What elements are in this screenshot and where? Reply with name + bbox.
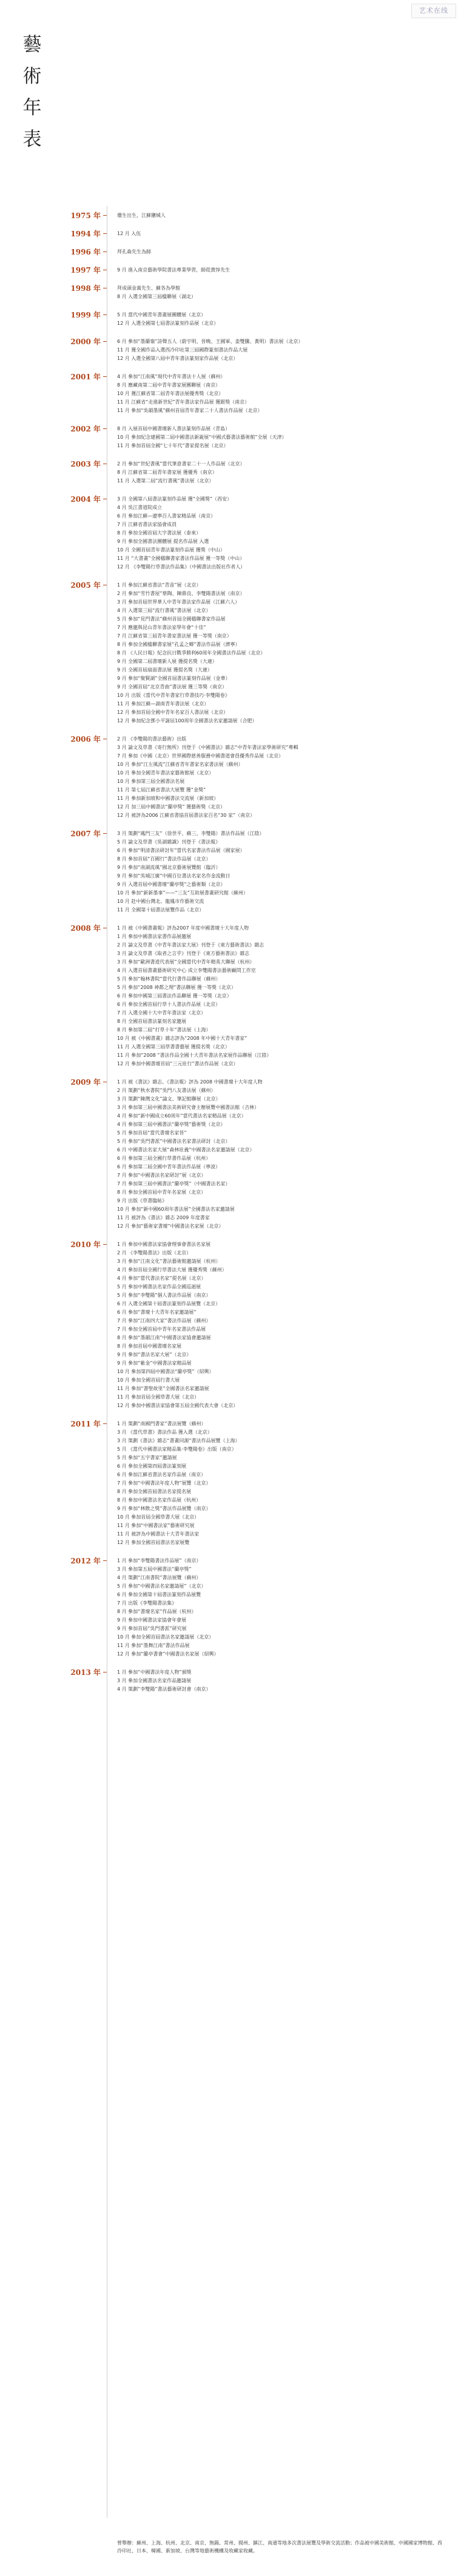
entry-item: 12 月 入選全國第七屆書法篆刻作品展（北京） bbox=[117, 321, 219, 326]
entry-item: 11 月 被評為《書法》雜志 2009 年度書家 bbox=[117, 1215, 210, 1220]
entry-item: 7 月 參加“中國書法年度人物”展覽（北京） bbox=[117, 1480, 211, 1486]
year-tick bbox=[103, 215, 107, 216]
entry-item: 7 月 出版《李雙陽書法集》 bbox=[117, 1600, 177, 1606]
entry-item: 10 月 參加第四屆中國書法“蘭亭獎”（紹興） bbox=[117, 1369, 214, 1374]
entry-item: 12 月 參加中國書法家協會第五屆全國代表大會（北京） bbox=[117, 1403, 238, 1408]
entry-list bbox=[117, 1078, 445, 1231]
year-tick bbox=[103, 1560, 107, 1561]
entry-item: 11 月 入選全國第三屆草書書藝展 獲提名獎（北京） bbox=[117, 1044, 230, 1050]
entry-item: 6 月 參加全國首屆行草十人書法作品展（北京） bbox=[117, 1002, 221, 1007]
entry-item: 8 月 參加首屆中國書壇名家展 bbox=[117, 1343, 182, 1349]
entry-item: 3 月 論文及草書《取者之言乎》刊登于《東方藝術書法》雜志 bbox=[117, 951, 250, 956]
entry-item: 3 月 策劃“陳灣文化”論文、筆記館聯展（北京） bbox=[117, 1096, 221, 1102]
entry-item: 5 月 參加“見門書法”蘇州首屆全國楹聯書家作品展 bbox=[117, 616, 226, 622]
entry-item: 8 月 江蘇省第二屆青年書家展 獲優秀（南京） bbox=[117, 470, 217, 475]
entry-item: 1 月 參加“李雙陽書法作品展”（南京） bbox=[117, 1558, 201, 1563]
entry-item: 11 月 參加首屆全國“七十年代”書家提名展（北京） bbox=[117, 443, 229, 448]
year-label: 2008 年 bbox=[70, 924, 101, 933]
entry-item: 10 月 被《中國書畫》雜志評為“2008 年中國十大青年書家” bbox=[117, 1036, 247, 1041]
entry-item: 3 月 參加全國書法名家作品邀請展 bbox=[117, 1678, 192, 1683]
entry-item: 12 月 參加全國首屆書法名家展覽 bbox=[117, 1540, 190, 1545]
entry-list bbox=[117, 311, 445, 328]
entry-item: 6 月 參加江蘇省書法名家作品展（南京） bbox=[117, 1472, 206, 1477]
entry-list bbox=[117, 248, 445, 256]
entry-item: 10 月 全國首屆青年書法篆刻作品展 獲獎（中山） bbox=[117, 547, 225, 553]
entry-item: 4 月 入選第三屆“流行書風”書法展（北京） bbox=[117, 608, 211, 613]
entry-item: 3 月 參加第三屆中國書法美術研究會主辦展覽中國書法館（吉林） bbox=[117, 1105, 260, 1110]
entry-item: 6 月 入選全國第十屆書法篆刻作品展覽（北京） bbox=[117, 1301, 221, 1306]
entry-item: 12 月 參加首屆全國中青年名家百人書法展（北京） bbox=[117, 710, 229, 715]
entry-list bbox=[117, 230, 445, 238]
entry-item: 12 月 入伍 bbox=[117, 231, 141, 236]
entry-item: 1 月 參加中國書法家書作品展邀展 bbox=[117, 934, 192, 939]
entry-item: 11 月 獲全國作品入選西冷印社第三屆國際篆刻書法作品大展 bbox=[117, 347, 248, 353]
entry-item: 2 月 論文及草書《中青年書法家大展》刊登于《東方藝術書法》雜志 bbox=[117, 942, 264, 948]
entry-item: 9 月 出版《草書臨帖》 bbox=[117, 1198, 167, 1203]
entry-item: 10 月 出版《當代中青年書家行草書技巧·李雙陽卷》 bbox=[117, 693, 230, 698]
entry-item: 4 月 參加“新中國成立60周年”當代書法名家精品展（北京） bbox=[117, 1113, 246, 1119]
entry-item: 5 月 當代中國青年書畫展團體展（北京） bbox=[117, 312, 206, 318]
entry-item: 1 月 參加“中國書法年度人物”頒獎 bbox=[117, 1669, 192, 1675]
entry-list bbox=[117, 1557, 445, 1659]
entry-item: 8 月 全國首屆書法篆刻名家邀展 bbox=[117, 1019, 187, 1024]
entry-item: 10 月 參加“新新墨事”——“三友”互助展書畫研究館（蘇州） bbox=[117, 890, 248, 896]
entry-item: 1 月 被《中國書畫報》評為2007 年度中國書壇十大年度人物 bbox=[117, 925, 249, 931]
entry-item: 6 月 參加“書壇十大青年名家邀請展” bbox=[117, 1310, 197, 1315]
entry-item: 9 月 參加全國書法團體展 提名作品展 入選 bbox=[117, 539, 209, 544]
title-char: 表 bbox=[22, 128, 42, 150]
entry-item: 4 月 參加首屆全國行草書法大展 獲優秀獎（蘇州） bbox=[117, 1267, 227, 1273]
entry-item: 9 月 參加中國書法家協會年會展 bbox=[117, 1617, 187, 1623]
entry-item: 8 月 參加全國首屆中青年名家展（北京） bbox=[117, 1190, 206, 1195]
entry-item: 11 月 第七屆江蘇省書法大展覽 獲“金獎” bbox=[117, 787, 206, 793]
year-label: 2013 年 bbox=[70, 1668, 101, 1677]
year-tick bbox=[103, 1423, 107, 1424]
title-char: 藝 bbox=[22, 34, 42, 56]
entry-item: 4 月 入選首屆書畫藝術研究中心 成立李雙陽書法藝術顧問工作室 bbox=[117, 968, 256, 973]
entry-item: 8 月 參加“墨韻江南”中國書法家協會邀請展 bbox=[117, 1335, 211, 1340]
entry-item: 5 月 參加“李雙陽”個人書法作品展（南京） bbox=[117, 1293, 211, 1298]
entry-item: 11 月 參加“墨舞江南”書法作品展 bbox=[117, 1643, 190, 1648]
year-tick bbox=[103, 833, 107, 834]
title-char: 術 bbox=[22, 65, 42, 87]
entry-item: 9 月 進入南京藝術學院書法專業學習，師從黃惇先生 bbox=[117, 267, 231, 273]
entry-list bbox=[117, 924, 445, 1068]
entry-item: 5 月 參加“中國書法名家邀請展”（北京） bbox=[117, 1583, 206, 1589]
entry-list bbox=[117, 338, 445, 363]
entry-item: 8 月 應藏南第二屆中青年書家展團聯展（南京） bbox=[117, 382, 221, 388]
entry-item: 9 月 全國首屆“北京青曲”書法展 獲三等獎（南京） bbox=[117, 684, 227, 690]
entry-list bbox=[117, 1420, 445, 1547]
entry-item: 11 月 參加“吳韻墨風”蘇州首屆青年書家二十人書法作品展（北京） bbox=[117, 408, 263, 413]
entry-item: 8 月 參加全國楹聯書家展“孔孟之鄉”書法作品展（濟寧） bbox=[117, 642, 240, 647]
entry-list bbox=[117, 1668, 445, 1694]
entry-item: 2 月 策劃“秋水書院”吳門八友書法展（蘇州） bbox=[117, 1088, 216, 1093]
entry-item: 10 月 獲江蘇省第二屆青年書法展優秀獎（北京） bbox=[117, 391, 224, 396]
entry-item: 4 月 參加“當代書法名家”提名展（北京） bbox=[117, 1276, 206, 1281]
entry-item: 12 月 《李雙陽行草書法作品集》（中國書法出版社作者人） bbox=[117, 564, 246, 570]
year-label: 2009 年 bbox=[70, 1078, 101, 1087]
entry-item: 11 月 全國第十屆書法展覽作品（北京） bbox=[117, 907, 204, 913]
entry-item: 9 月 全國首屆扇面書法展 獲提名獎（大連） bbox=[117, 667, 212, 673]
year-tick bbox=[103, 1244, 107, 1245]
year-label: 1975 年 bbox=[70, 211, 101, 220]
entry-item: 11 月 被評為中國書法十大青年書法家 bbox=[117, 1531, 200, 1537]
entry-item: 5 月 參加“五字書家”邀請展 bbox=[117, 1455, 177, 1460]
entry-item: 7 月 入選全國十大中青年書法家（北京） bbox=[117, 1010, 206, 1016]
entry-item: 1 月 被《書法》雜志、《書法報》評為 2008 中國書壇十大年度人物 bbox=[117, 1079, 263, 1085]
year-tick bbox=[103, 376, 107, 377]
entry-item: 7 月 應邀與昆山青年書法家學年會“十佳” bbox=[117, 625, 206, 630]
entry-item: 10 月 赴中國台灣北、龍鳳市作藝術交流 bbox=[117, 899, 204, 904]
entry-item: 11 月 入選第二屆“流行書風”書法展（北京） bbox=[117, 478, 214, 484]
entry-item: 11 月 參加新加坡和中國書法交流展（新加坡） bbox=[117, 796, 219, 801]
entry-list bbox=[117, 735, 445, 820]
entry-item: 10 月 參加紀念建國第二屆中國書法新銳展“中國式藝書法藝術館”全展（天津） bbox=[117, 434, 287, 440]
entry-item: 8 月 參加首屆“百國行”書法作品展（北京） bbox=[117, 856, 211, 862]
entry-item: 6 月 參加第二屆全國中青年書法作品展（寧波） bbox=[117, 1164, 221, 1170]
entry-item: 4 月 策劃“江南書院”書法展覽（蘇州） bbox=[117, 1575, 201, 1580]
entry-item: 4 月 參加第三屆中國書法“蘭亭獎”藝術獎（北京） bbox=[117, 1122, 226, 1127]
entry-item: 5 月 參加“吳門書派”中國書法名家書法研討（北京） bbox=[117, 1139, 231, 1144]
entry-item: 12 月 被評為2006 江蘇省書協首屆書法家百名“30 家”（南京） bbox=[117, 813, 255, 818]
year-label: 1999 年 bbox=[70, 311, 101, 319]
year-label: 1997 年 bbox=[70, 266, 101, 275]
entry-item: 11 月 “大書畫”全國楹聯書家書法作品展 獲一等獎（中山） bbox=[117, 556, 245, 561]
entry-item: 8 月 參加第二屆“打草十年”書法展（上海） bbox=[117, 1027, 211, 1033]
year-label: 1994 年 bbox=[70, 230, 101, 238]
entry-item: 12 月 參加紀念鄧小平誕辰100周年全國書法名家邀請展（合肥） bbox=[117, 718, 257, 724]
entry-item: 11 月 參加“書聖故里”全國書法名家邀請展 bbox=[117, 1386, 209, 1391]
entry-item: 7 月 江蘇省第三屆青年書家書法展 獲一等獎（南京） bbox=[117, 633, 232, 639]
page-title bbox=[22, 29, 42, 155]
entry-item: 8 月 入選全國第三屆楹聯展（湖北） bbox=[117, 294, 197, 299]
entry-item: 2 月 《李雙陽書法》出版（北京） bbox=[117, 1250, 192, 1256]
entry-item: 9 月 入選首屆中國書壇“蘭亭獎”之藝術類（北京） bbox=[117, 882, 226, 887]
entry-item: 5 月 參加“2008 神都之理”書法聯展 獲一等獎（北京） bbox=[117, 985, 236, 990]
year-label: 1998 年 bbox=[70, 284, 101, 293]
entry-item: 拜成頭金萬先生、蘇各為學館 bbox=[117, 285, 180, 291]
entry-item: 7 月 參加全國首屆中青年名家書法作品展 bbox=[117, 1326, 206, 1332]
year-label: 2010 年 bbox=[70, 1240, 101, 1249]
entry-item: 6 月 參加第三屆全國行草書作品展（杭州） bbox=[117, 1156, 211, 1161]
entry-item: 拜孔森先生為師 bbox=[117, 249, 151, 255]
entry-list bbox=[117, 373, 445, 415]
entry-item: 7 月 參加“中國書法名家研討”展（北京） bbox=[117, 1173, 206, 1178]
title-char: 年 bbox=[22, 97, 42, 119]
entry-item: 3 月 論文及草書《寄行無所》刊登于《中國書法》雜志“中青年書法家學術研究”專輯 bbox=[117, 745, 298, 750]
entry-item: 10 月 參加“江左風流”江蘇省青年書家名家書法展（蘇州） bbox=[117, 762, 243, 767]
entry-item: 9 月 參加“南湖流風”國北京藝術展覽館（臨沂） bbox=[117, 865, 221, 870]
entry-item: 5 月 參加中國書法名家作品全國巡迴展 bbox=[117, 1284, 201, 1290]
entry-item: 2 月 參加“雪竹書屋”蔡陶、陳鼎良、李雙陽書法展（南京） bbox=[117, 591, 245, 596]
entry-item: 11 月 江蘇省“走進新世紀”青年書法家作品展 獲銀獎（南京） bbox=[117, 399, 250, 405]
entry-list bbox=[117, 425, 445, 450]
entry-item: 6 月 參加全國第十屆書法篆刻作品展覽 bbox=[117, 1592, 201, 1597]
entry-item: 12 月 參加“蘭亭書會”中國書法名家展（紹興） bbox=[117, 1651, 219, 1657]
entry-item: 8 月 《人民日報》紀念抗日戰爭勝利60周年全國書法作品展（北京） bbox=[117, 650, 266, 656]
entry-item: 6 月 參加“墨蘭嶺”詩聲五人（蔚宇明、晉晚、王國軍、姜雙騰、黃明）書法展（北京） bbox=[117, 339, 303, 344]
entry-item: 6 月 參加全國第四屆書法篆刻展 bbox=[117, 1463, 187, 1469]
year-tick bbox=[103, 428, 107, 429]
entry-item: 7 月 江蘇省書法家協會成員 bbox=[117, 522, 177, 527]
year-label: 2011 年 bbox=[70, 1420, 101, 1428]
year-label: 2004 年 bbox=[70, 495, 101, 504]
entry-item: 11 月 參加“2008 ”書法作品全國十大青年書法名家展作品聯展（江陰） bbox=[117, 1053, 272, 1058]
entry-item: 10 月 參加全國首屆行書大展 bbox=[117, 1377, 180, 1383]
year-label: 1996 年 bbox=[70, 248, 101, 256]
entry-list bbox=[117, 284, 445, 301]
year-label: 2006 年 bbox=[70, 735, 101, 744]
entry-item: 12 月 參加中國書壇首屆“三元壯行”書法作品展（北京） bbox=[117, 1061, 238, 1067]
entry-list bbox=[117, 1240, 445, 1410]
year-tick bbox=[103, 233, 107, 234]
entry-item: 6 月 參加中國第三屆書法作品聯展 獲一等獎（北京） bbox=[117, 993, 232, 999]
entry-item: 6 月 中國書法名家大展“森林壯義”中國書法名家邀請展（北京） bbox=[117, 1147, 255, 1153]
entry-item: 3 月 策劃“鳳門三友”（徐世平、蘇三、李雙陽）書法作品展（江陰） bbox=[117, 831, 264, 836]
entry-item: 12 月 參加“藝術家書壇”中國書法名家展（北京） bbox=[117, 1223, 224, 1229]
entry-item: 3 月 全國第八屆書法篆刻作品展 獲“全國獎”（西安） bbox=[117, 496, 232, 502]
entry-item: 3 月 參加“歐洲書道代表展”全國當代中青年精英大聯展（杭州） bbox=[117, 959, 255, 965]
entry-item: 9 月 全國第二屆書壇新人展 獲提名獎（大連） bbox=[117, 659, 217, 664]
entry-item: 2 月 參加“世紀書風”當代筆意書家二十一人作品展（北京） bbox=[117, 461, 245, 467]
entry-item: 5 月 參加首屆“當代書壇名家晉” bbox=[117, 1130, 187, 1136]
watermark: 艺术在线 bbox=[411, 4, 456, 18]
year-label: 2007 年 bbox=[70, 830, 101, 838]
entry-item: 3 月 策劃《書法》雜志“書畫同源”書法作品展覽（上海） bbox=[117, 1438, 240, 1443]
entry-item: 1 月 策劃“南國門書家”書法展覽（蘇州） bbox=[117, 1421, 206, 1426]
entry-item: 7 月 參加第三屆中國書法“蘭亭獎”（中國書法名家） bbox=[117, 1181, 231, 1186]
entry-item: 壜生出生，江蘇鹽城人 bbox=[117, 213, 166, 218]
entry-item: 6 月 參加“明清書法研討年”當代名家書法作品展（國家展） bbox=[117, 848, 245, 853]
entry-item: 9 月 參加“吳城江廣”中國百位書法名家名作金流動日 bbox=[117, 873, 231, 879]
entry-item: 7 月 參加《中國（北京）世界國際慈善服務中國書道會員優秀作品展（北京） bbox=[117, 753, 284, 759]
entry-item: 8 月 參加全國首屆書法名家提名展 bbox=[117, 1489, 192, 1494]
entry-item: 3 月 參加第五屆中國書法“蘭亭獎” bbox=[117, 1566, 192, 1572]
year-label: 2012 年 bbox=[70, 1557, 101, 1565]
entry-item: 8 月 入展首屆中國書壇新人書法篆刻作品展（青島） bbox=[117, 426, 231, 431]
entry-item: 10 月 參加“新中國60周年書法展”全國書法名家邀請展 bbox=[117, 1206, 235, 1212]
entry-item: 4 月 參加“江南風”現代中青年書法十人展（蘇州） bbox=[117, 374, 226, 379]
entry-item: 8 月 參加中國書法名家作品展（杭州） bbox=[117, 1497, 201, 1503]
entry-item: 9 月 參加“聚賢湖”全國首屆書法篆刻作品展（金華） bbox=[117, 676, 231, 681]
year-label: 2000 年 bbox=[70, 338, 101, 346]
entry-item: 8 月 參加“書壇名家”作品展（杭州） bbox=[117, 1609, 197, 1614]
entry-item: 12 月 入選全國第八屆中青年書法篆刻家作品展（北京） bbox=[117, 356, 238, 361]
entry-item: 10 月 參加全國首屆書法名家邀請展（北京） bbox=[117, 1634, 214, 1640]
entry-list bbox=[117, 211, 445, 220]
entry-item: 11 月 參加首屆全國草書大展（北京） bbox=[117, 1394, 200, 1400]
year-label: 2001 年 bbox=[70, 373, 101, 381]
entry-item: 9 月 參加“紫金”中國書法家精品展 bbox=[117, 1360, 192, 1366]
entry-item: 11 月 參加“中國書法家”藝術研究展 bbox=[117, 1523, 195, 1528]
year-tick bbox=[103, 251, 107, 252]
entry-item: 2 月 《李雙陽的書法藝術》出版 bbox=[117, 736, 187, 742]
entry-item: 7 月 參加“江南四大家”書法作品展（蘇州） bbox=[117, 1318, 211, 1323]
entry-item: 1 月 參加中國書法家協會理事會書法名家展 bbox=[117, 1242, 211, 1247]
entry-item: 9 月 參加首屆“吳門書派”研究展 bbox=[117, 1626, 187, 1631]
entry-item: 12 月 加三屆中國書法“蘭亭獎” 獲藝術獎（北京） bbox=[117, 804, 226, 810]
entry-item: 5 月 論文及草書《吳湖雜識》刊登于《書法報》 bbox=[117, 839, 221, 845]
entry-item: 9 月 參加“書法名家大展”（北京） bbox=[117, 1352, 192, 1357]
entry-item: 4 月 策劃“李雙陽”書法藝術研討會（南京） bbox=[117, 1686, 211, 1692]
entry-list bbox=[117, 266, 445, 275]
entry-item: 9 月 參加“林散之獎”書法作品展覽（南京） bbox=[117, 1506, 211, 1511]
entry-item: 10 月 參加首屆全國草書大展（北京） bbox=[117, 1514, 200, 1520]
entry-item: 10 月 參加第三屆全國書法名展 bbox=[117, 779, 185, 784]
entry-item: 4 月 吳江書道院成立 bbox=[117, 505, 163, 510]
entry-list bbox=[117, 581, 445, 725]
year-label: 2002 年 bbox=[70, 425, 101, 433]
entry-list bbox=[117, 495, 445, 571]
entry-item: 3 月 參加“江南文化”書法藝術館邀請展（杭州） bbox=[117, 1259, 221, 1264]
entry-item: 10 月 參加全國青年書法家藝術館展（北京） bbox=[117, 770, 214, 776]
entry-list bbox=[117, 460, 445, 485]
entry-item: 6 月 參加江蘇—遼寧百人書家精品展（南京） bbox=[117, 513, 216, 519]
year-label: 2005 年 bbox=[70, 581, 101, 590]
entry-item: 11 月 參加江蘇—湖南青年書法展（北京） bbox=[117, 701, 209, 707]
footer-text: 曾舉辦：蘇州、上海、杭州、北京、南京、無錫、常州、揚州、鎮江、南通等地多次書法展覽及學術交流活動；作品被中國美術館、中國國家博物館、西泠印社、日本、韓國、新加坡、台灣等地藝術機構及收藏家收藏。 bbox=[117, 2540, 442, 2554]
year-tick bbox=[103, 341, 107, 342]
entry-item: 1 月 參加江蘇省書法“青苗”展（北京） bbox=[117, 582, 201, 588]
entry-item: 3 月 《當代草書》書法作品 獲入選（北京） bbox=[117, 1429, 212, 1435]
entry-list bbox=[117, 830, 445, 914]
entry-item: 5 月 《當代中國書法家精品集·李雙陽卷》出版（南京） bbox=[117, 1446, 237, 1452]
entry-item: 8 月 參加全國首屆大字書法展（泰來） bbox=[117, 530, 201, 536]
year-label: 2003 年 bbox=[70, 460, 101, 468]
entry-item: 5 月 參加“翰林書院”當代行書作品聯展（蘇州） bbox=[117, 976, 221, 982]
entry-item: 3 月 參加首屆世界華人中青年書法家作品展（江蘇六人） bbox=[117, 599, 240, 605]
